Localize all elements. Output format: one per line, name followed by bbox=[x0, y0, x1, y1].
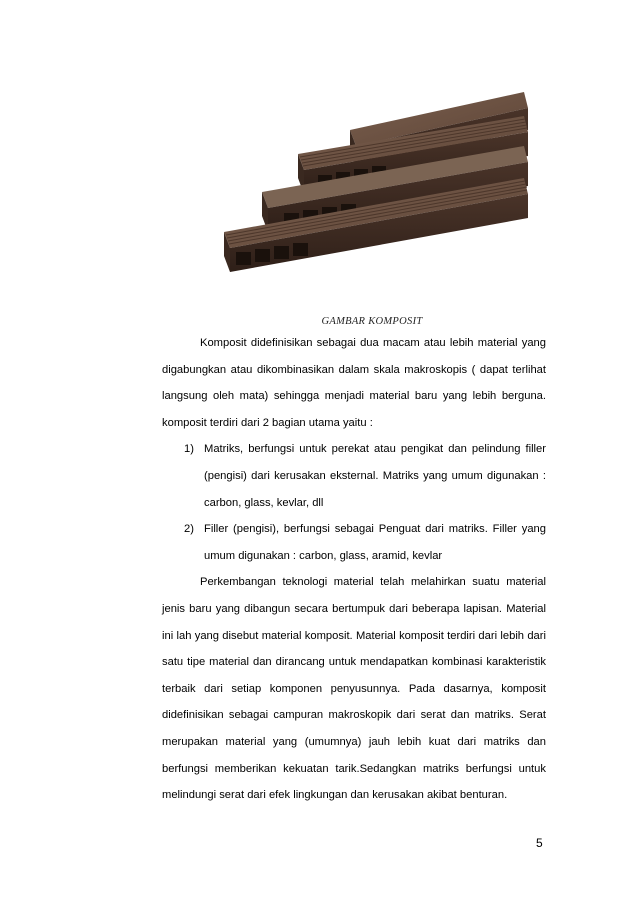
list-text: Filler (pengisi), berfungsi sebagai Penguat dari matriks. Filler yang umum digunakan : carbon, glass, aramid, kevlar bbox=[204, 523, 546, 562]
list-text: Matriks, berfungsi untuk perekat atau pengikat dan pelindung filler (pengisi) dari kerusakan eksternal. Matriks yang umum digunakan : carbon, glass, kevlar, dll bbox=[204, 443, 546, 509]
list-item bbox=[162, 436, 546, 516]
document-body bbox=[162, 330, 546, 809]
composite-boards-image bbox=[222, 86, 532, 302]
page-number: 5 bbox=[536, 836, 543, 850]
list-number: 1) bbox=[184, 443, 194, 456]
figure-caption: GAMBAR KOMPOSIT bbox=[321, 316, 423, 327]
list-number: 2) bbox=[184, 523, 194, 536]
paragraph-intro: Komposit didefinisikan sebagai dua macam atau lebih material yang digabungkan atau dikombinasikan dalam skala makroskopis ( dapat terlihat langsung oleh mata) sehingga menjadi material baru yang lebih berguna. komposit terdiri dari 2 bagian utama yaitu : bbox=[162, 337, 546, 429]
list-item bbox=[162, 516, 546, 569]
paragraph-development: Perkembangan teknologi material telah melahirkan suatu material jenis baru yang dibangun secara bertumpuk dari beberapa lapisan. Material ini lah yang disebut material komposit. Material komposit terdiri dari lebih dari satu tipe material dan dirancang untuk mendapatkan kombinasi karakteristik terbaik dari setiap komponen penyusunnya. Pada dasarnya, komposit didefinisikan sebagai campuran makroskopik dari serat dan matriks. Serat merupakan material yang (umumnya) jauh lebih kuat dari matriks dan berfungsi memberikan kekuatan tarik.Sedangkan matriks berfungsi untuk melindungi serat dari efek lingkungan dan kerusakan akibat benturan. bbox=[162, 576, 546, 802]
composite-decking-boards-icon bbox=[222, 86, 532, 302]
